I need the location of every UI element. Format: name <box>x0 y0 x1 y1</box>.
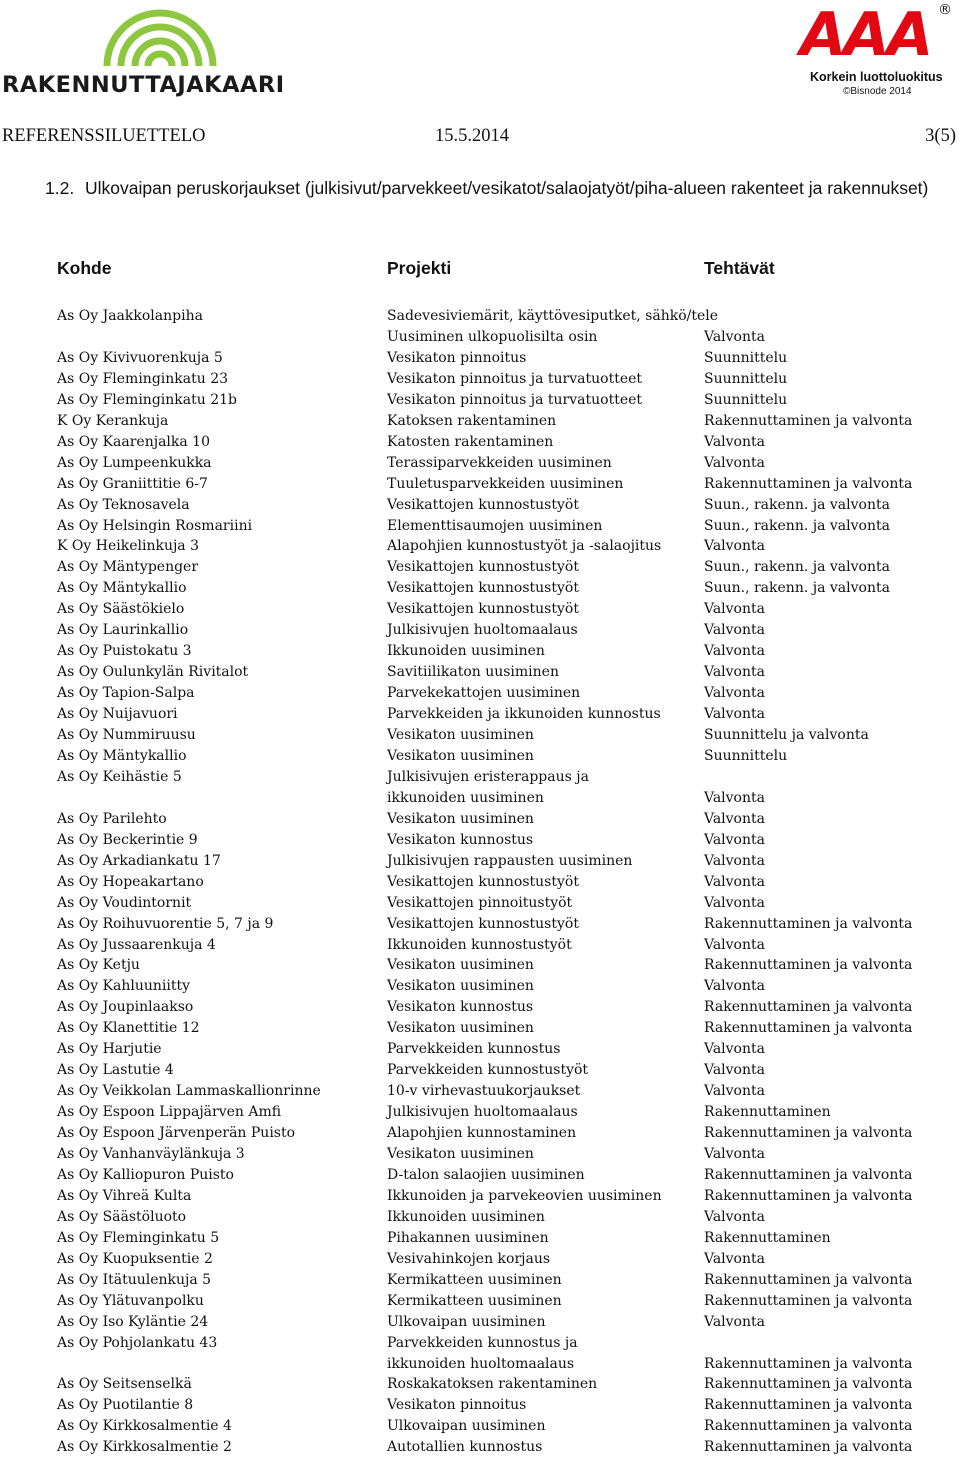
column-header-tehtavat: Tehtävät <box>704 258 775 278</box>
table-cell-projekti: Sadevesiviemärit, käyttövesiputket, sähkö/tele <box>387 308 719 324</box>
credit-rating-badge <box>800 0 960 100</box>
table-cell-projekti: Ikkunoiden kunnostustyöt <box>387 936 572 953</box>
table-cell-projekti: Vesikattojen kunnostustyöt <box>387 580 579 597</box>
table-cell-tehtavat: Valvonta <box>704 643 765 660</box>
table-cell-kohde: As Oy Iso Kyläntie 24 <box>57 1313 209 1330</box>
table-cell-kohde: As Oy Puotilantie 8 <box>57 1397 194 1414</box>
table-cell-kohde: As Oy Helsingin Rosmariini <box>57 517 253 534</box>
table-cell-projekti: Julkisivujen eristerappaus ja <box>387 768 589 785</box>
rating-mark: AAA <box>800 0 931 70</box>
table-cell-tehtavat: Valvonta <box>704 894 765 911</box>
table-cell-kohde: As Oy Veikkolan Lammaskallionrinne <box>57 1083 321 1100</box>
column-header-projekti: Projekti <box>387 258 452 278</box>
table-cell-tehtavat: Valvonta <box>704 936 765 953</box>
table-cell-tehtavat: Rakennuttaminen ja valvonta <box>704 1187 913 1204</box>
table-cell-projekti: Julkisivujen huoltomaalaus <box>387 1104 578 1121</box>
table-cell-tehtavat: Rakennuttaminen ja valvonta <box>704 1292 913 1309</box>
table-cell-kohde: As Oy Fleminginkatu 23 <box>57 370 229 387</box>
table-cell-projekti: Pihakannen uusiminen <box>387 1229 549 1246</box>
table-cell-tehtavat: Valvonta <box>704 685 765 702</box>
table-cell-tehtavat: Valvonta <box>704 831 765 848</box>
table-cell-kohde: As Oy Jussaarenkuja 4 <box>57 936 216 953</box>
table-cell-projekti: ikkunoiden uusiminen <box>387 789 544 806</box>
table-cell-kohde: As Oy Klanettitie 12 <box>57 1020 200 1037</box>
table-cell-projekti: Parvekkeiden kunnostus <box>387 1041 561 1058</box>
table-cell-projekti: Autotallien kunnostus <box>387 1439 543 1456</box>
table-cell-projekti: Kermikatteen uusiminen <box>387 1292 562 1309</box>
table-cell-projekti: Tuuletusparvekkeiden uusiminen <box>387 475 624 492</box>
column-header-kohde: Kohde <box>57 258 112 278</box>
table-cell-kohde: As Oy Fleminginkatu 21b <box>57 391 237 408</box>
table-cell-tehtavat: Rakennuttaminen ja valvonta <box>704 1376 913 1393</box>
table-cell-tehtavat: Rakennuttaminen ja valvonta <box>704 957 913 974</box>
table-cell-tehtavat: Valvonta <box>704 1250 765 1267</box>
table-cell-kohde: As Oy Itätuulenkuja 5 <box>57 1271 212 1288</box>
table-cell-projekti: Vesikaton uusiminen <box>387 957 534 974</box>
table-cell-kohde: As Oy Espoon Järvenperän Puisto <box>57 1125 296 1142</box>
table-cell-tehtavat: Valvonta <box>704 873 765 890</box>
table-cell-projekti: Julkisivujen rappausten uusiminen <box>387 852 633 869</box>
table-cell-tehtavat: Valvonta <box>704 601 765 618</box>
table-cell-projekti: Vesikaton pinnoitus ja turvatuotteet <box>387 391 643 408</box>
table-cell-kohde: As Oy Mäntykallio <box>57 580 187 597</box>
table-cell-kohde: K Oy Kerankuja <box>57 412 169 429</box>
table-cell-projekti: Vesikaton kunnostus <box>387 831 534 848</box>
table-cell-projekti: Katoksen rakentaminen <box>387 412 557 429</box>
table-cell-projekti: Vesikaton pinnoitus <box>387 349 527 366</box>
table-cell-tehtavat: Rakennuttaminen ja valvonta <box>704 1397 913 1414</box>
table-cell-projekti: 10-v virhevastuukorjaukset <box>387 1083 581 1100</box>
company-logo <box>0 0 330 100</box>
table-cell-tehtavat: Rakennuttaminen ja valvonta <box>704 1166 913 1183</box>
table-cell-kohde: As Oy Teknosavela <box>57 496 190 513</box>
table-cell-kohde: As Oy Mäntypenger <box>57 559 199 576</box>
table-cell-tehtavat: Suunnittelu <box>704 391 788 408</box>
table-cell-kohde: As Oy Fleminginkatu 5 <box>57 1229 220 1246</box>
table-cell-tehtavat: Rakennuttaminen ja valvonta <box>704 1355 913 1372</box>
table-cell-kohde: As Oy Kirkkosalmentie 2 <box>57 1439 232 1456</box>
table-cell-tehtavat: Suun., rakenn. ja valvonta <box>704 496 890 513</box>
table-cell-projekti: Vesikattojen kunnostustyöt <box>387 601 579 618</box>
table-cell-projekti: Ikkunoiden uusiminen <box>387 643 545 660</box>
table-cell-projekti: Vesikaton uusiminen <box>387 978 534 995</box>
table-cell-tehtavat: Valvonta <box>704 433 765 450</box>
table-cell-tehtavat: Valvonta <box>704 622 765 639</box>
table-cell-tehtavat: Valvonta <box>704 852 765 869</box>
table-cell-kohde: As Oy Vanhanväylänkuja 3 <box>57 1146 245 1162</box>
table-cell-tehtavat: Suunnittelu <box>704 370 788 387</box>
table-cell-kohde: As Oy Jaakkolanpiha <box>57 308 203 324</box>
table-cell-projekti: Vesikattojen kunnostustyöt <box>387 559 579 576</box>
table-cell-tehtavat: Rakennuttaminen ja valvonta <box>704 412 913 429</box>
table-cell-tehtavat: Rakennuttaminen ja valvonta <box>704 915 913 932</box>
table-cell-projekti: Ikkunoiden uusiminen <box>387 1208 545 1225</box>
table-cell-projekti: Roskakatoksen rakentaminen <box>387 1376 598 1393</box>
table-cell-tehtavat: Suunnittelu ja valvonta <box>704 727 869 743</box>
table-cell-kohde: As Oy Vihreä Kulta <box>57 1187 192 1204</box>
table-cell-tehtavat: Valvonta <box>704 789 765 806</box>
table-cell-projekti: Terassiparvekkeiden uusiminen <box>387 454 612 471</box>
table-cell-kohde: As Oy Hopeakartano <box>57 873 204 890</box>
table-cell-kohde: As Oy Kaarenjalka 10 <box>57 433 210 450</box>
table-cell-kohde: As Oy Seitsenselkä <box>57 1376 192 1393</box>
table-cell-projekti: Alapohjien kunnostustyöt ja -salaojitus <box>387 538 662 555</box>
table-cell-tehtavat: Suun., rakenn. ja valvonta <box>704 559 890 576</box>
table-cell-projekti: Vesikaton pinnoitus ja turvatuotteet <box>387 370 643 387</box>
table-cell-tehtavat: Rakennuttaminen ja valvonta <box>704 999 913 1016</box>
table-cell-projekti: Vesikaton uusiminen <box>387 1146 534 1162</box>
table-cell-projekti: Vesikaton uusiminen <box>387 1020 534 1037</box>
table-cell-kohde: As Oy Parilehto <box>57 810 167 827</box>
table-cell-kohde: As Oy Keihästie 5 <box>57 768 182 785</box>
table-cell-kohde: As Oy Kalliopuron Puisto <box>57 1166 234 1183</box>
table-cell-kohde: As Oy Lumpeenkukka <box>57 454 212 471</box>
table-cell-kohde: As Oy Puistokatu 3 <box>57 643 192 660</box>
table-cell-projekti: Vesivahinkojen korjaus <box>387 1250 551 1267</box>
table-cell-projekti: Vesikattojen pinnoitustyöt <box>387 894 573 911</box>
table-cell-tehtavat: Rakennuttaminen <box>704 1229 831 1246</box>
table-cell-projekti: ikkunoiden huoltomaalaus <box>387 1355 575 1372</box>
table-cell-projekti: Ulkovaipan uusiminen <box>387 1313 546 1330</box>
table-cell-projekti: Parvekekattojen uusiminen <box>387 685 581 702</box>
table-cell-projekti: Vesikaton pinnoitus <box>387 1397 527 1414</box>
rainbow-arcs-icon <box>95 4 225 74</box>
table-cell-projekti: Kermikatteen uusiminen <box>387 1271 562 1288</box>
table-cell-projekti: Ikkunoiden ja parvekeovien uusiminen <box>387 1187 662 1204</box>
table-cell-kohde: As Oy Tapion-Salpa <box>57 685 195 702</box>
table-cell-kohde: As Oy Nuijavuori <box>57 706 178 723</box>
table-cell-kohde: As Oy Mäntykallio <box>57 747 187 764</box>
table-cell-projekti: Vesikaton uusiminen <box>387 810 534 827</box>
document-header <box>2 126 958 154</box>
table-cell-kohde: As Oy Oulunkylän Rivitalot <box>57 664 249 681</box>
table-cell-tehtavat: Rakennuttaminen ja valvonta <box>704 1271 913 1288</box>
table-cell-kohde: As Oy Kahluuniitty <box>57 978 191 995</box>
table-cell-kohde: As Oy Graniittitie 6-7 <box>57 475 208 492</box>
table-cell-projekti: D-talon salaojien uusiminen <box>387 1166 585 1183</box>
document-date: 15.5.2014 <box>435 126 509 146</box>
table-cell-projekti: Alapohjien kunnostaminen <box>387 1125 577 1142</box>
table-cell-kohde: As Oy Roihuvuorentie 5, 7 ja 9 <box>57 915 274 932</box>
table-cell-tehtavat: Valvonta <box>704 454 765 471</box>
table-cell-projekti: Parvekkeiden ja ikkunoiden kunnostus <box>387 706 661 723</box>
table-cell-tehtavat: Valvonta <box>704 538 765 555</box>
table-cell-projekti: Katosten rakentaminen <box>387 433 554 450</box>
table-cell-projekti: Parvekkeiden kunnostustyöt <box>387 1062 589 1079</box>
table-cell-tehtavat: Suunnittelu <box>704 747 788 764</box>
table-cell-kohde: As Oy Laurinkallio <box>57 622 189 639</box>
table-cell-projekti: Vesikattojen kunnostustyöt <box>387 873 579 890</box>
table-cell-projekti: Julkisivujen huoltomaalaus <box>387 622 578 639</box>
document-title: REFERENSSILUETTELO <box>2 126 206 146</box>
registered-mark: ® <box>938 2 952 18</box>
table-cell-projekti: Savitiilikaton uusiminen <box>387 664 559 681</box>
table-cell-tehtavat: Valvonta <box>704 328 765 345</box>
table-cell-kohde: As Oy Ylätuvanpolku <box>57 1292 204 1309</box>
table-cell-tehtavat: Rakennuttaminen <box>704 1104 831 1121</box>
table-cell-kohde: As Oy Joupinlaakso <box>57 999 194 1016</box>
table-cell-kohde: As Oy Säästökielo <box>57 601 185 618</box>
table-cell-projekti: Vesikaton uusiminen <box>387 727 534 743</box>
table-cell-tehtavat: Rakennuttaminen ja valvonta <box>704 475 913 492</box>
table-cell-kohde: As Oy Kuopuksentie 2 <box>57 1250 213 1267</box>
table-cell-tehtavat: Valvonta <box>704 978 765 995</box>
page-number: 3(5) <box>925 126 956 146</box>
table-cell-kohde: As Oy Lastutie 4 <box>57 1062 174 1079</box>
table-cell-kohde: As Oy Pohjolankatu 43 <box>57 1334 218 1351</box>
table-cell-projekti: Vesikaton kunnostus <box>387 999 534 1016</box>
section-title: Ulkovaipan peruskorjaukset (julkisivut/parvekkeet/vesikatot/salaojatyöt/piha-alueen rakenteet ja rakennukset) <box>85 178 929 198</box>
table-cell-projekti: Ulkovaipan uusiminen <box>387 1418 546 1435</box>
table-cell-tehtavat: Valvonta <box>704 1146 765 1162</box>
table-cell-kohde: As Oy Voudintornit <box>57 894 192 911</box>
table-cell-kohde: As Oy Säästöluoto <box>57 1208 187 1225</box>
rating-source: ©Bisnode 2014 <box>843 86 912 97</box>
table-cell-tehtavat: Rakennuttaminen ja valvonta <box>704 1125 913 1142</box>
rating-label: Korkein luottoluokitus <box>810 70 943 84</box>
table-cell-kohde: As Oy Kivivuorenkuja 5 <box>57 349 223 366</box>
table-cell-projekti: Vesikattojen kunnostustyöt <box>387 496 579 513</box>
table-cell-tehtavat: Suunnittelu <box>704 349 788 366</box>
table-cell-kohde: As Oy Nummiruusu <box>57 727 196 743</box>
table-cell-tehtavat: Valvonta <box>704 1041 765 1058</box>
table-cell-kohde: As Oy Arkadiankatu 17 <box>57 852 221 869</box>
company-name: RAKENNUTTAJAKAARI <box>2 72 285 98</box>
table-cell-kohde: As Oy Espoon Lippajärven Amfi <box>57 1104 282 1121</box>
table-cell-tehtavat: Rakennuttaminen ja valvonta <box>704 1439 913 1456</box>
table-cell-tehtavat: Valvonta <box>704 1062 765 1079</box>
table-cell-tehtavat: Valvonta <box>704 810 765 827</box>
table-cell-projekti: Vesikattojen kunnostustyöt <box>387 915 579 932</box>
table-cell-kohde: K Oy Heikelinkuja 3 <box>57 538 200 555</box>
table-cell-tehtavat: Valvonta <box>704 664 765 681</box>
section-number: 1.2. <box>45 178 75 198</box>
table-cell-tehtavat: Valvonta <box>704 1208 765 1225</box>
table-cell-tehtavat: Valvonta <box>704 1083 765 1100</box>
table-cell-tehtavat: Rakennuttaminen ja valvonta <box>704 1020 913 1037</box>
table-cell-projekti: Elementtisaumojen uusiminen <box>387 517 603 534</box>
table-cell-tehtavat: Suun., rakenn. ja valvonta <box>704 580 890 597</box>
table-cell-kohde: As Oy Harjutie <box>57 1041 162 1058</box>
table-cell-kohde: As Oy Ketju <box>57 957 140 974</box>
table-cell-tehtavat: Valvonta <box>704 706 765 723</box>
table-cell-tehtavat: Valvonta <box>704 1313 765 1330</box>
table-cell-tehtavat: Rakennuttaminen ja valvonta <box>704 1418 913 1435</box>
table-cell-kohde: As Oy Beckerintie 9 <box>57 831 198 848</box>
table-cell-projekti: Parvekkeiden kunnostus ja <box>387 1334 578 1351</box>
table-cell-kohde: As Oy Kirkkosalmentie 4 <box>57 1418 232 1435</box>
table-cell-projekti: Uusiminen ulkopuolisilta osin <box>387 328 598 345</box>
table-cell-projekti: Vesikaton uusiminen <box>387 747 534 764</box>
table-cell-tehtavat: Suun., rakenn. ja valvonta <box>704 517 890 534</box>
